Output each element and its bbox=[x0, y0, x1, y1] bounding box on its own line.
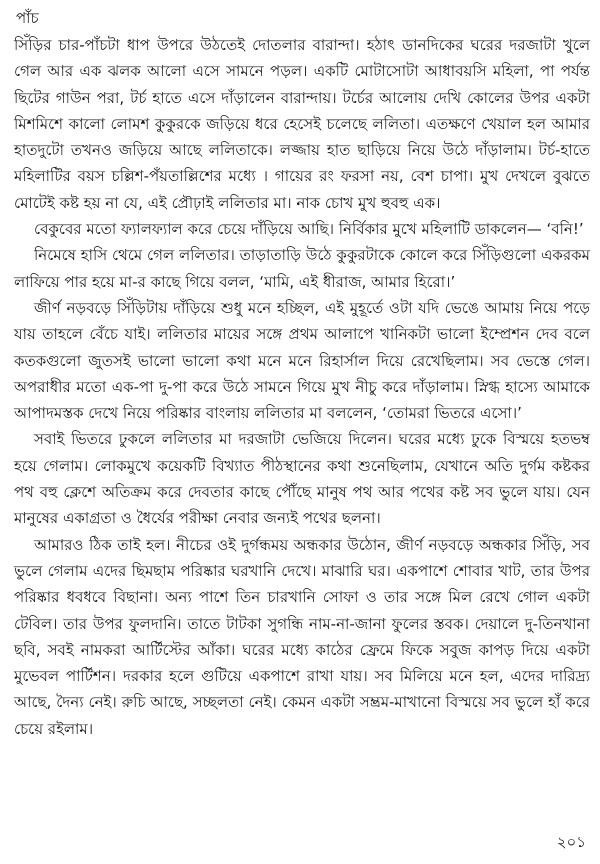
chapter-heading: পাঁচ bbox=[16, 9, 39, 27]
paragraph-3: নিমেষে হাসি থেমে গেল ললিতার। তাড়াতাড়ি উঠে কুকুরটাকে কোলে করে সিঁড়িগুলো একরকম লাফিয়ে পার হয়ে মা-র কাছে গিয়ে বলল, ‘মামি, এই ধীরাজ, আমার হিরো।’ bbox=[14, 246, 590, 291]
page-number: ২০১ bbox=[556, 833, 586, 851]
paragraph-6: আমারও ঠিক তাই হল। নীচের ওই দুর্গন্ধময় অন্ধকার উঠোন, জীর্ণ নড়বড়ে অন্ধকার সিঁড়ি, সব ভুলে গেলাম এদের ছিমছাম পরিষ্কার ঘরখানি দেখে। মাঝারি ঘর। একপাশে শোবার খাট, তার উপর পরিষ্কার ধবধবে বিছানা। অন্য পাশে তিন চারখানি সোফা ও তার সঙ্গে মিল রেখে গোল একটা টেবিল। তার উপর ফুলদানি। তাতে টাটকা সুগন্ধি নাম-না-জানা ফুলের স্তবক। দেয়ালে দু-তিনখানা ছবি, সবই নামকরা আর্টিস্টের আঁকা। ঘরের মধ্যে কাঠের ফ্রেমে ফিকে সবুজ কাপড় দিয়ে একটা মুভেবল পার্টিশন। দরকার হলে গুটিয়ে একপাশে রাখা যায়। সব মিলিয়ে মনে হল, এদের দারিদ্র্য আছে, দৈন্য নেই। রুচি আছে, সচ্ছলতা নেই। কেমন একটা সম্ভ্রম-মাখানো বিস্ময়ে সব ভুলে হাঁ করে চেয়ে রইলাম। bbox=[14, 535, 590, 738]
paragraph-1: সিঁড়ির চার-পাঁচটা ধাপ উপরে উঠতেই দোতলার বারান্দা। হঠাৎ ডানদিকের ঘরের দরজাটা খুলে গেল আর এক ঝলক আলো এসে সামনে পড়ল। একটি মোটাসোটা আধাবয়সি মহিলা, পা পর্যন্ত ছিটের গাউন পরা, টর্চ হাতে এসে দাঁড়ালেন বারান্দায়। টর্চের আলোয় দেখি কোলের উপর একটা মিশমিশে কালো লোমশ কুকুরকে জড়িয়ে ধরে হেসেই চলেছে ললিতা। এতক্ষণে খেয়াল হল আমার হাতদুটো তখনও জড়িয়ে আছে ললিতাকে। লজ্জায় হাত ছাড়িয়ে নিয়ে উঠে দাঁড়ালাম। টর্চ-হাতে মহিলাটির বয়স চল্লিশ-পঁয়তাল্লিশের মধ্যে । গায়ের রং ফরসা নয়, বেশ চাপা। মুখ দেখলে বুঝতে মোটেই কষ্ট হয় না যে, এই প্রৌঢ়াই ললিতার মা। নাক চোখ মুখ হুবহু এক। bbox=[14, 36, 590, 212]
paragraph-2: বেকুবের মতো ফ্যালফ্যাল করে চেয়ে দাঁড়িয়ে আছি। নির্বিকার মুখে মহিলাটি ডাকলেন— ‘বনি!’ bbox=[34, 220, 584, 239]
book-page bbox=[14, 8, 590, 858]
paragraph-4: জীর্ণ নড়বড়ে সিঁড়িটায় দাঁড়িয়ে শুধু মনে হচ্ছিল, এই মুহূর্তে ওটা যদি ভেঙে আমায় নিয়ে পড়ে যায় তাহলে বেঁচে যাই। ললিতার মায়ের সঙ্গে প্রথম আলাপে খানিকটা ভালো ইম্প্রেশন দেব বলে কতকগুলো জুতসই ভালো ভালো কথা মনে মনে রিহার্সাল দিয়ে রেখেছিলাম। সব ভেস্তে গেল। অপরাধীর মতো এক-পা দু-পা করে উঠে সামনে গিয়ে মুখ নীচু করে দাঁড়ালাম। স্নিগ্ধ হাস্যে আমাকে আপাদমস্তক দেখে নিয়ে পরিষ্কার বাংলায় ললিতার মা বললেন, ‘তোমরা ভিতরে এসো।’ bbox=[14, 298, 590, 423]
paragraph-5: সবাই ভিতরে ঢুকলে ললিতার মা দরজাটা ভেজিয়ে দিলেন। ঘরের মধ্যে ঢুকে বিস্ময়ে হতভম্ব হয়ে গেলাম। লোকমুখে কয়েকটি বিখ্যাত পীঠস্থানের কথা শুনেছিলাম, যেখানে অতি দুর্গম কষ্টকর পথ বহু ক্লেশে অতিক্রম করে দেবতার কাছে পৌঁছে মানুষ পথ আর পথের কষ্ট সব ভুলে যায়। যেন মানুষের একাগ্রতা ও ধৈর্যের পরীক্ষা নেবার জন্যই পথের ছলনা। bbox=[14, 430, 590, 528]
